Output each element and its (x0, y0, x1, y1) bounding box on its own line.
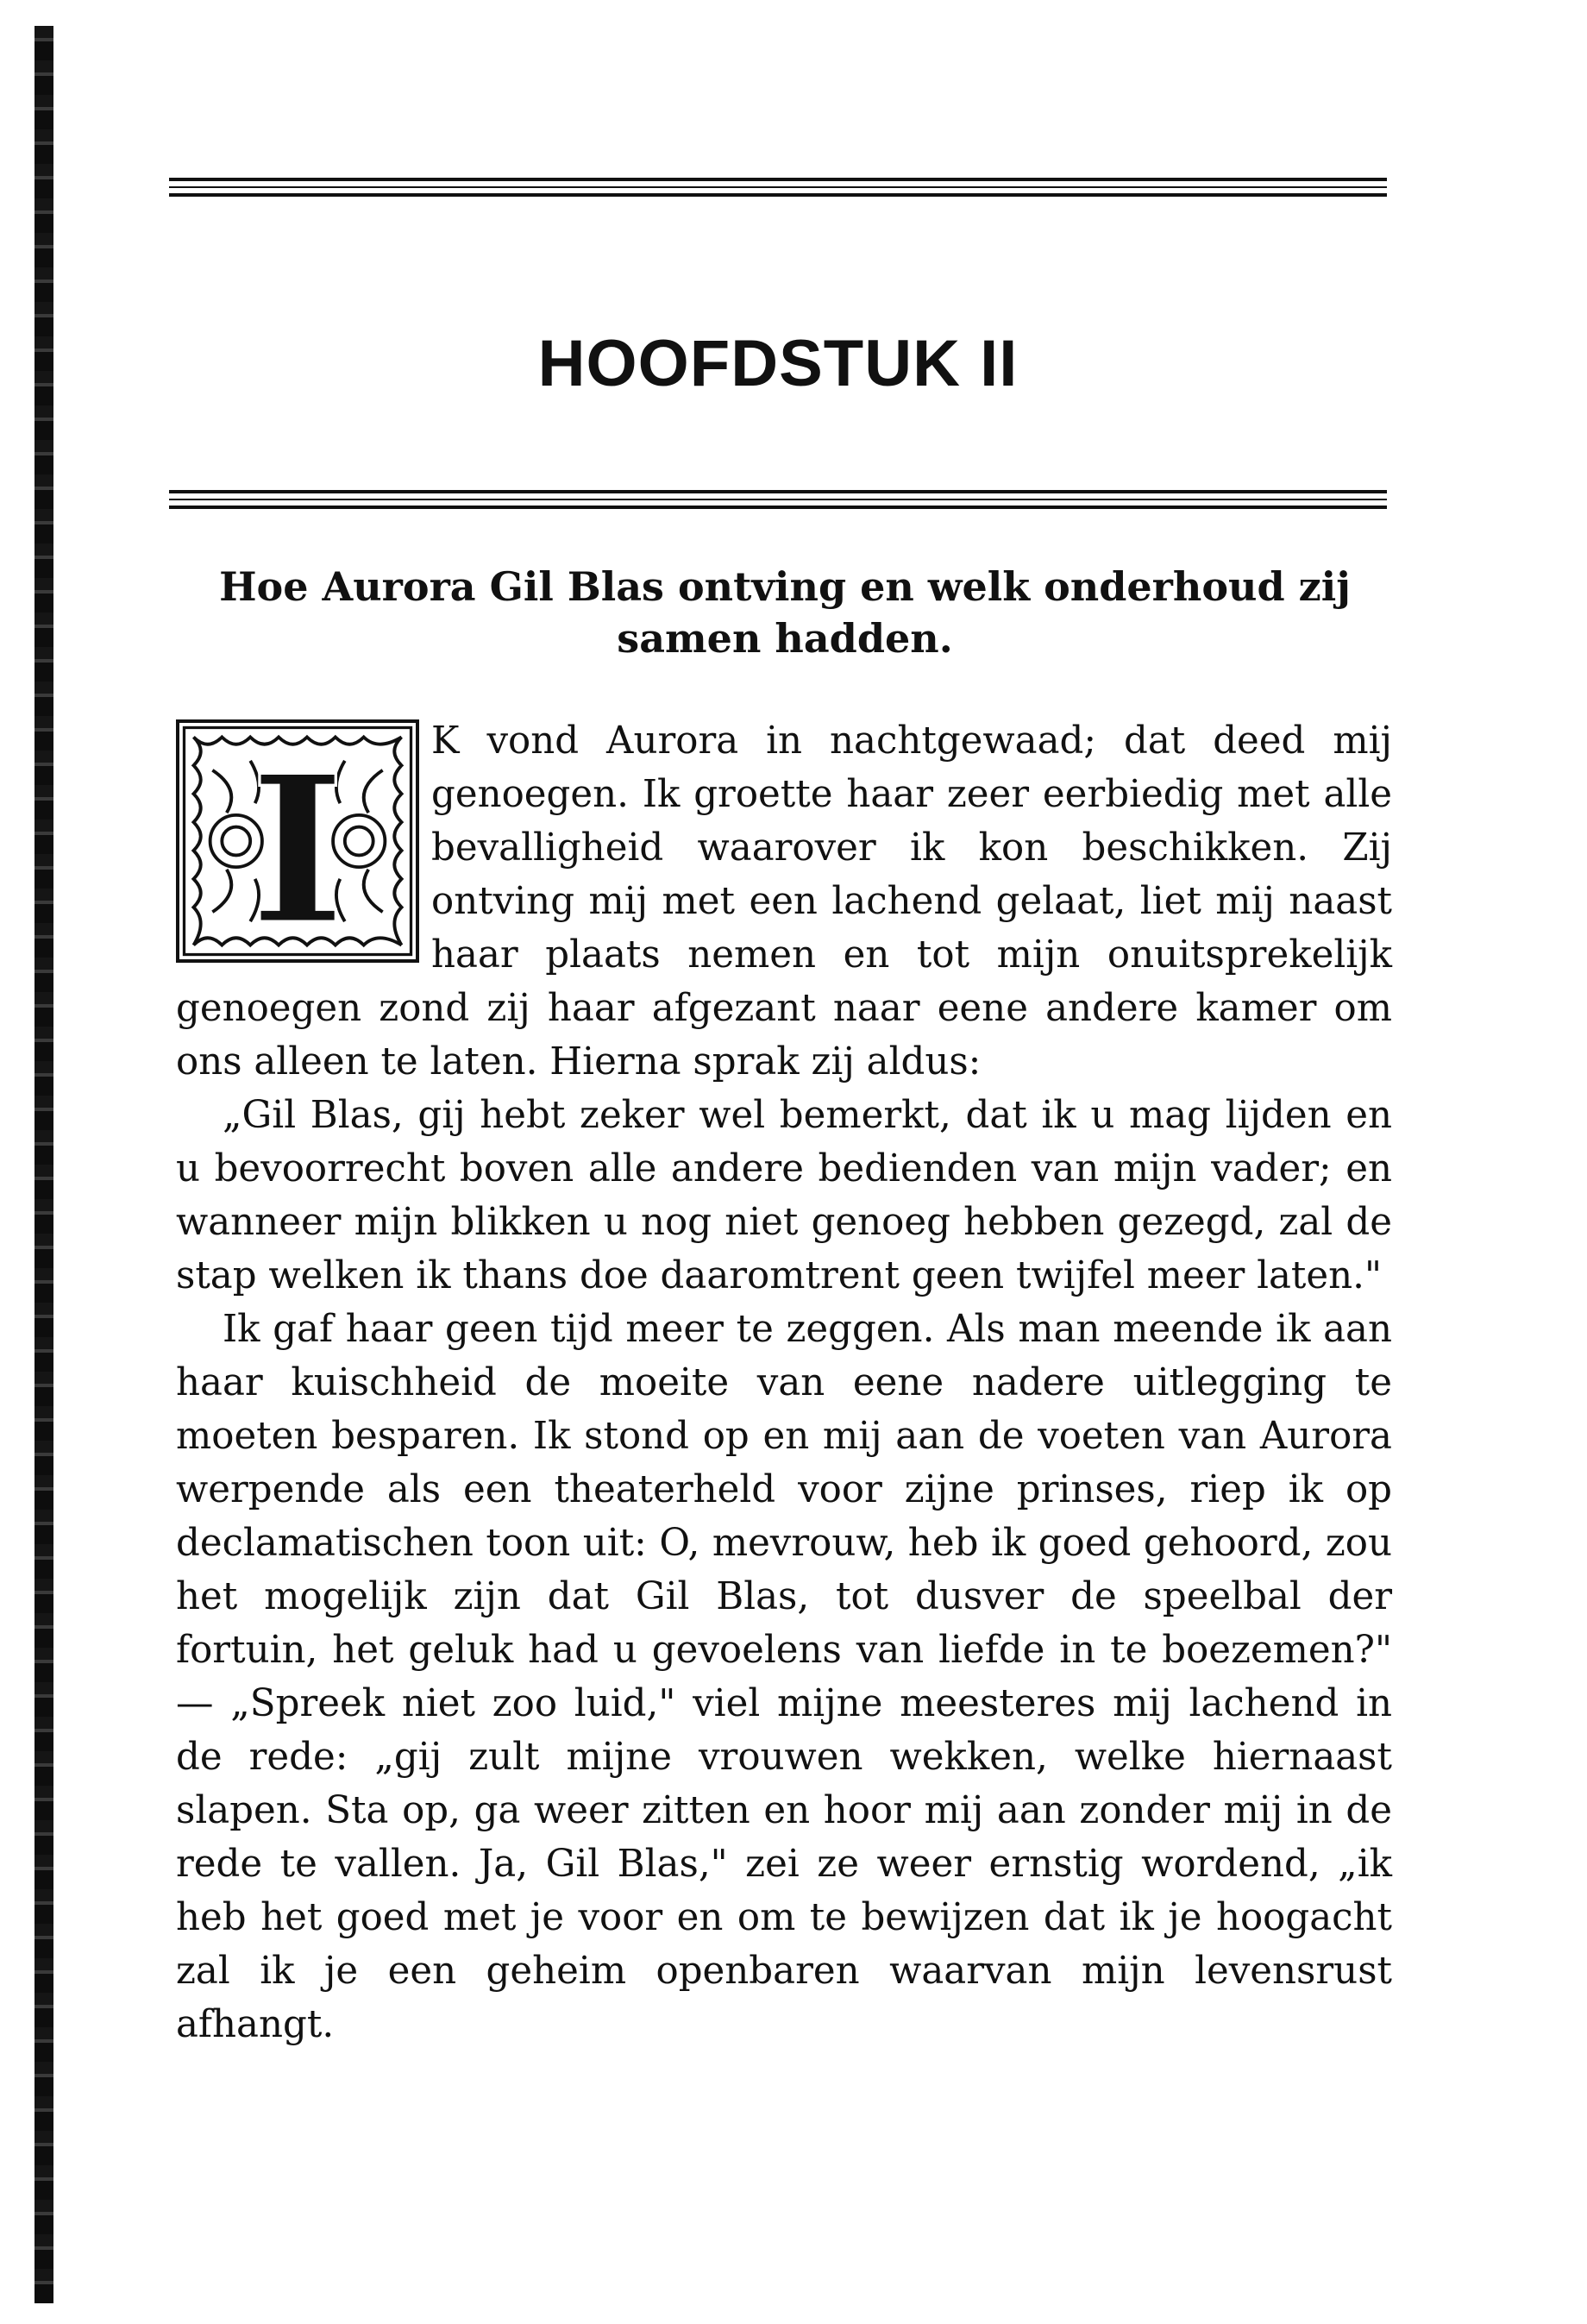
paragraph-3: Ik gaf haar geen tijd meer te zeggen. Als man meende ik aan haar kuischheid de moeite van eene nadere uitlegging te moeten besparen. Ik stond op en mij aan de voeten van Aurora werpende als een theaterheld voor zijne prinses, riep ik op declamatischen toon uit: O, mevrouw, heb ik goed gehoord, zou het mogelijk zijn dat Gil Blas, tot dusver de speelbal der fortuin, het geluk had u gevoelens van liefde in te boezemen?" — „Spreek niet zoo luid," viel mijne meesteres mij lachend in de rede: „gij zult mijne vrouwen wekken, welke hiernaast slapen. Sta op, ga weer zitten en hoor mij aan zonder mij in de rede te vallen. Ja, Gil Blas," zei ze weer ernstig wordend, „ik heb het goed met je voor en om te bewijzen dat ik je hoogacht zal ik je een geheim openbaren waarvan mijn levensrust afhangt. (176, 1308, 1392, 2046)
chapter-subtitle: Hoe Aurora Gil Blas ontving en welk onderhoud zij samen hadden. (219, 563, 1351, 662)
drop-cap-ornament-icon (176, 719, 419, 963)
svg-text:I: I (249, 731, 346, 959)
paragraph-1: K vond Aurora in nachtgewaad; dat deed mij genoegen. Ik groette haar zeer eerbiedig met alle bevalligheid waarover ik kon beschikken. Zij ontving mij met een lachend gelaat, liet mij naast haar plaats nemen en tot mijn onuitsprekelijk genoegen zond zij haar afgezant naar eene andere kamer om ons alleen te laten. Hierna sprak zij aldus: (176, 719, 1392, 1083)
book-binding-edge (34, 26, 53, 2303)
paragraph-2: „Gil Blas, gij hebt zeker wel bemerkt, dat ik u mag lijden en u bevoorrecht boven alle andere bedienden van mijn vader; en wanneer mijn blikken u nog niet genoeg hebben gezegd, zal de stap welken ik thans doe daaromtrent geen twijfel meer laten." (176, 1094, 1392, 1297)
chapter-title: HOOFDSTUK II (537, 327, 1019, 400)
bottom-double-rule (169, 490, 1387, 514)
body-text (176, 714, 1392, 2051)
top-double-rule (169, 178, 1387, 202)
